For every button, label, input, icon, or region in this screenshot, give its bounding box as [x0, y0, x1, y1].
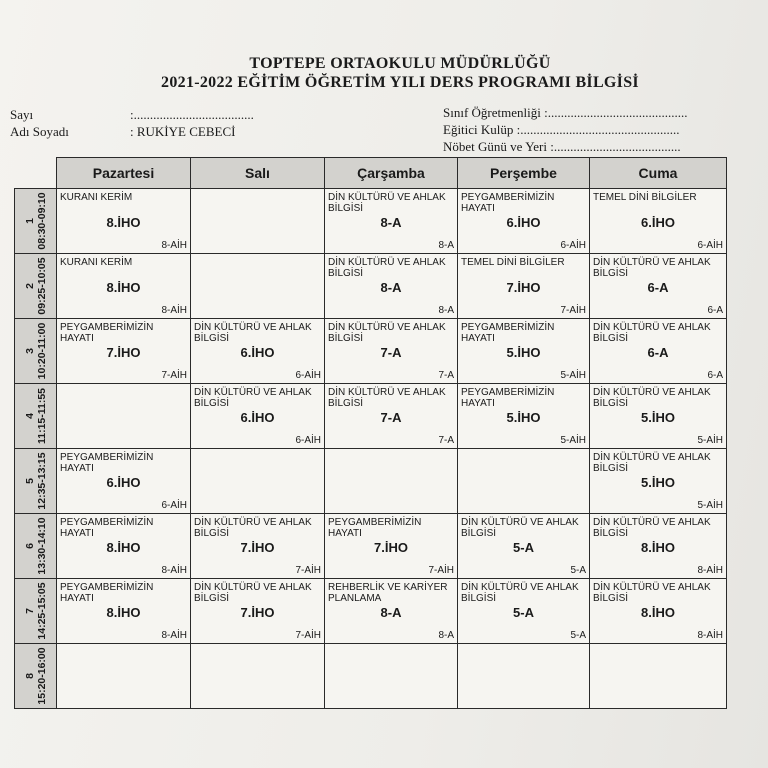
period-label: [24, 192, 48, 249]
schedule-cell: [57, 579, 191, 644]
schedule-cell: [325, 254, 458, 319]
schedule-cell: [458, 254, 590, 319]
period-row: [15, 384, 727, 449]
lesson-subject: DİN KÜLTÜRÜ VE AHLAK BİLGİSİ: [328, 192, 446, 214]
schedule-cell: [458, 319, 590, 384]
lesson-class-code: 8-A: [438, 240, 454, 251]
lesson-class: 8-A: [380, 605, 402, 620]
period-number: 6: [23, 543, 36, 549]
lesson-class-code: 7-AİH: [295, 565, 321, 576]
lesson-class-code: 5-AİH: [560, 435, 586, 446]
lesson-subject: DİN KÜLTÜRÜ VE AHLAK BİLGİSİ: [593, 452, 711, 474]
lesson-subject: PEYGAMBERİMİZİN HAYATI: [60, 322, 154, 344]
lesson-class-code: 7-AİH: [560, 305, 586, 316]
period-header: [15, 254, 57, 319]
lesson-subject: PEYGAMBERİMİZİN HAYATI: [60, 582, 154, 604]
corner-cell: [15, 158, 57, 189]
lesson-subject: DİN KÜLTÜRÜ VE AHLAK BİLGİSİ: [593, 322, 711, 344]
lesson-class: 5.İHO: [506, 345, 541, 360]
lesson-class-code: 6-AİH: [295, 435, 321, 446]
lesson-class: 7.İHO: [106, 345, 141, 360]
period-label: [24, 582, 48, 639]
lesson-class: 8.İHO: [106, 540, 141, 555]
lesson-class: 5-A: [513, 605, 534, 620]
period-header: [15, 579, 57, 644]
lesson-class: 7.İHO: [240, 605, 275, 620]
lesson-subject: DİN KÜLTÜRÜ VE AHLAK BİLGİSİ: [194, 387, 312, 409]
lesson-subject: DİN KÜLTÜRÜ VE AHLAK BİLGİSİ: [593, 387, 711, 409]
schedule-cell: [191, 644, 325, 709]
lesson-class: 7.İHO: [374, 540, 408, 555]
schedule-cell: [191, 579, 325, 644]
period-number: 8: [23, 673, 36, 679]
period-time: 14:25-15:05: [35, 582, 48, 640]
period-time: 10:20-11:00: [35, 322, 48, 380]
lesson-class: 7-A: [380, 345, 402, 360]
period-row: [15, 579, 727, 644]
lesson-class-code: 6-AİH: [697, 240, 723, 251]
schedule-cell: [57, 449, 191, 514]
period-row: [15, 254, 727, 319]
schedule-cell: [191, 514, 325, 579]
lesson-class-code: 5-AİH: [697, 500, 723, 511]
info-value: :.......................................: [550, 139, 681, 154]
lesson-class-code: 8-AİH: [697, 630, 723, 641]
lesson-subject: DİN KÜLTÜRÜ VE AHLAK BİLGİSİ: [593, 517, 711, 539]
schedule-cell: [325, 319, 458, 384]
lesson-class: 7-A: [380, 410, 402, 425]
lesson-subject: PEYGAMBERİMİZİN HAYATI: [328, 517, 422, 539]
period-header: [15, 449, 57, 514]
period-number: 2: [23, 283, 36, 289]
info-label: Sayı: [10, 107, 34, 122]
info-row-duty: [443, 139, 681, 155]
lesson-class: 7.İHO: [240, 540, 275, 555]
period-header: [15, 319, 57, 384]
lesson-class: 6.İHO: [641, 215, 675, 230]
day-header-row: [15, 158, 727, 189]
period-row: [15, 319, 727, 384]
period-time: 15:20-16:00: [35, 647, 48, 705]
lesson-class: 7.İHO: [506, 280, 541, 295]
lesson-subject: TEMEL DİNİ BİLGİLER: [593, 192, 697, 203]
lesson-class-code: 6-AİH: [295, 370, 321, 381]
schedule-cell: [590, 579, 727, 644]
schedule-cell: [57, 189, 191, 254]
schedule-cell: [590, 319, 727, 384]
lesson-class-code: 7-A: [438, 370, 454, 381]
lesson-class: 8.İHO: [641, 605, 675, 620]
lesson-class: 8-A: [380, 215, 402, 230]
lesson-subject: PEYGAMBERİMİZİN HAYATI: [60, 517, 154, 539]
lesson-class: 8-A: [380, 280, 402, 295]
period-number: 7: [23, 608, 36, 614]
schedule-cell: [57, 384, 191, 449]
schedule-cell: [191, 384, 325, 449]
lesson-subject: PEYGAMBERİMİZİN HAYATI: [461, 322, 555, 344]
schedule-cell: [191, 189, 325, 254]
schedule-cell: [590, 449, 727, 514]
schedule-cell: [325, 449, 458, 514]
day-header-wednesday: Çarşamba: [325, 158, 458, 189]
lesson-class-code: 6-A: [707, 370, 723, 381]
lesson-subject: DİN KÜLTÜRÜ VE AHLAK BİLGİSİ: [194, 582, 312, 604]
schedule-cell: [57, 644, 191, 709]
lesson-class: 8.İHO: [106, 215, 141, 230]
period-time: 12:35-13:15: [35, 452, 48, 510]
lesson-subject: DİN KÜLTÜRÜ VE AHLAK BİLGİSİ: [328, 257, 446, 279]
lesson-class: 8.İHO: [106, 280, 141, 295]
lesson-subject: KURANI KERİM: [60, 257, 133, 268]
lesson-class-code: 8-A: [438, 630, 454, 641]
lesson-subject: DİN KÜLTÜRÜ VE AHLAK BİLGİSİ: [194, 322, 312, 344]
day-header-monday: Pazartesi: [57, 158, 191, 189]
info-row-club: [443, 122, 680, 138]
info-value: :.................................................: [516, 122, 680, 137]
schedule-cell: [590, 384, 727, 449]
schedule-cell: [191, 449, 325, 514]
schedule-cell: [57, 319, 191, 384]
period-number: 5: [23, 478, 36, 484]
period-time: 09:25-10:05: [35, 257, 48, 315]
lesson-subject: TEMEL DİNİ BİLGİLER: [461, 257, 565, 268]
schedule-cell: [458, 514, 590, 579]
period-number: 1: [23, 218, 36, 224]
lesson-subject: PEYGAMBERİMİZİN HAYATI: [461, 192, 555, 214]
schedule-cell: [57, 254, 191, 319]
period-row: [15, 644, 727, 709]
lesson-class-code: 5-AİH: [697, 435, 723, 446]
lesson-class: 8.İHO: [106, 605, 141, 620]
lesson-class-code: 8-A: [438, 305, 454, 316]
lesson-class-code: 8-AİH: [161, 630, 187, 641]
schedule-cell: [590, 254, 727, 319]
lesson-class: 6.İHO: [506, 215, 541, 230]
document-subtitle: 2021-2022 EĞİTİM ÖĞRETİM YILI DERS PROGRAMI BİLGİSİ: [161, 74, 639, 91]
lesson-class-code: 7-AİH: [428, 565, 454, 576]
lesson-subject: KURANI KERİM: [60, 192, 133, 203]
day-header-thursday: Perşembe: [458, 158, 590, 189]
lesson-class: 6.İHO: [240, 410, 275, 425]
schedule-cell: [458, 384, 590, 449]
lesson-class: 5-A: [513, 540, 534, 555]
info-label: Adı Soyadı: [10, 124, 69, 139]
lesson-class: 5.İHO: [641, 410, 675, 425]
lesson-class: 6.İHO: [240, 345, 275, 360]
lesson-class-code: 6-AİH: [161, 500, 187, 511]
period-header: [15, 644, 57, 709]
period-number: 4: [23, 413, 36, 419]
info-label: Sınıf Öğretmenliği: [443, 105, 541, 120]
lesson-subject: REHBERLİK VE KARİYER PLANLAMA: [328, 582, 448, 604]
period-time: 13:30-14:10: [35, 517, 48, 575]
schedule-cell: [590, 514, 727, 579]
period-time: 11:15-11:55: [35, 387, 48, 445]
period-number: 3: [23, 348, 36, 354]
schedule-cell: [191, 319, 325, 384]
lesson-class: 5.İHO: [506, 410, 541, 425]
lesson-subject: DİN KÜLTÜRÜ VE AHLAK BİLGİSİ: [461, 582, 579, 604]
lesson-class: 6-A: [647, 345, 669, 360]
schedule-table: [14, 157, 727, 709]
lesson-class-code: 5-A: [570, 565, 586, 576]
lesson-class-code: 6-A: [707, 305, 723, 316]
info-value: :.....................................: [130, 107, 254, 122]
school-title: TOPTEPE ORTAOKULU MÜDÜRLÜĞÜ: [249, 55, 551, 72]
day-header-tuesday: Salı: [191, 158, 325, 189]
lesson-class: 5.İHO: [641, 475, 675, 490]
schedule-cell: [325, 644, 458, 709]
lesson-class-code: 7-AİH: [161, 370, 187, 381]
lesson-class-code: 8-AİH: [161, 305, 187, 316]
schedule-cell: [590, 644, 727, 709]
lesson-class-code: 6-AİH: [560, 240, 586, 251]
schedule-cell: [590, 189, 727, 254]
lesson-subject: DİN KÜLTÜRÜ VE AHLAK BİLGİSİ: [194, 517, 312, 539]
schedule-cell: [325, 384, 458, 449]
schedule-cell: [325, 514, 458, 579]
period-label: [24, 388, 48, 444]
period-row: [15, 449, 727, 514]
lesson-subject: DİN KÜLTÜRÜ VE AHLAK BİLGİSİ: [328, 387, 446, 409]
lesson-class-code: 7-AİH: [295, 630, 321, 641]
lesson-class: 8.İHO: [641, 540, 675, 555]
info-label: Nöbet Günü ve Yeri: [443, 139, 547, 154]
period-header: [15, 189, 57, 254]
period-row: [15, 514, 727, 579]
lesson-subject: DİN KÜLTÜRÜ VE AHLAK BİLGİSİ: [328, 322, 446, 344]
info-row-name: [10, 124, 235, 140]
lesson-class-code: 5-A: [570, 630, 586, 641]
period-label: [24, 257, 48, 314]
lesson-class: 6-A: [647, 280, 669, 295]
period-label: [24, 452, 48, 509]
schedule-cell: [458, 189, 590, 254]
period-label: [24, 517, 48, 574]
lesson-subject: PEYGAMBERİMİZİN HAYATI: [461, 387, 555, 409]
schedule-cell: [458, 449, 590, 514]
lesson-class: 6.İHO: [106, 475, 141, 490]
info-value: : RUKİYE CEBECİ: [130, 124, 236, 139]
period-row: [15, 189, 727, 254]
lesson-class-code: 8-AİH: [161, 565, 187, 576]
period-label: [24, 323, 48, 380]
lesson-class-code: 8-AİH: [161, 240, 187, 251]
lesson-subject: DİN KÜLTÜRÜ VE AHLAK BİLGİSİ: [593, 582, 711, 604]
lesson-subject: PEYGAMBERİMİZİN HAYATI: [60, 452, 154, 474]
info-label: Eğitici Kulüp: [443, 122, 514, 137]
period-header: [15, 514, 57, 579]
schedule-cell: [191, 254, 325, 319]
schedule-cell: [458, 644, 590, 709]
period-header: [15, 384, 57, 449]
lesson-class-code: 8-AİH: [697, 565, 723, 576]
lesson-subject: DİN KÜLTÜRÜ VE AHLAK BİLGİSİ: [593, 257, 711, 279]
info-value: :...........................................: [544, 105, 688, 120]
period-time: 08:30-09:10: [35, 192, 48, 250]
schedule-cell: [325, 189, 458, 254]
schedule-cell: [325, 579, 458, 644]
lesson-class-code: 5-AİH: [560, 370, 586, 381]
schedule-cell: [458, 579, 590, 644]
info-row-class-teacher: [443, 105, 687, 121]
info-row-sayi: [10, 107, 254, 123]
lesson-class-code: 7-A: [438, 435, 454, 446]
period-label: [24, 647, 48, 704]
schedule-cell: [57, 514, 191, 579]
lesson-subject: DİN KÜLTÜRÜ VE AHLAK BİLGİSİ: [461, 517, 579, 539]
day-header-friday: Cuma: [590, 158, 727, 189]
